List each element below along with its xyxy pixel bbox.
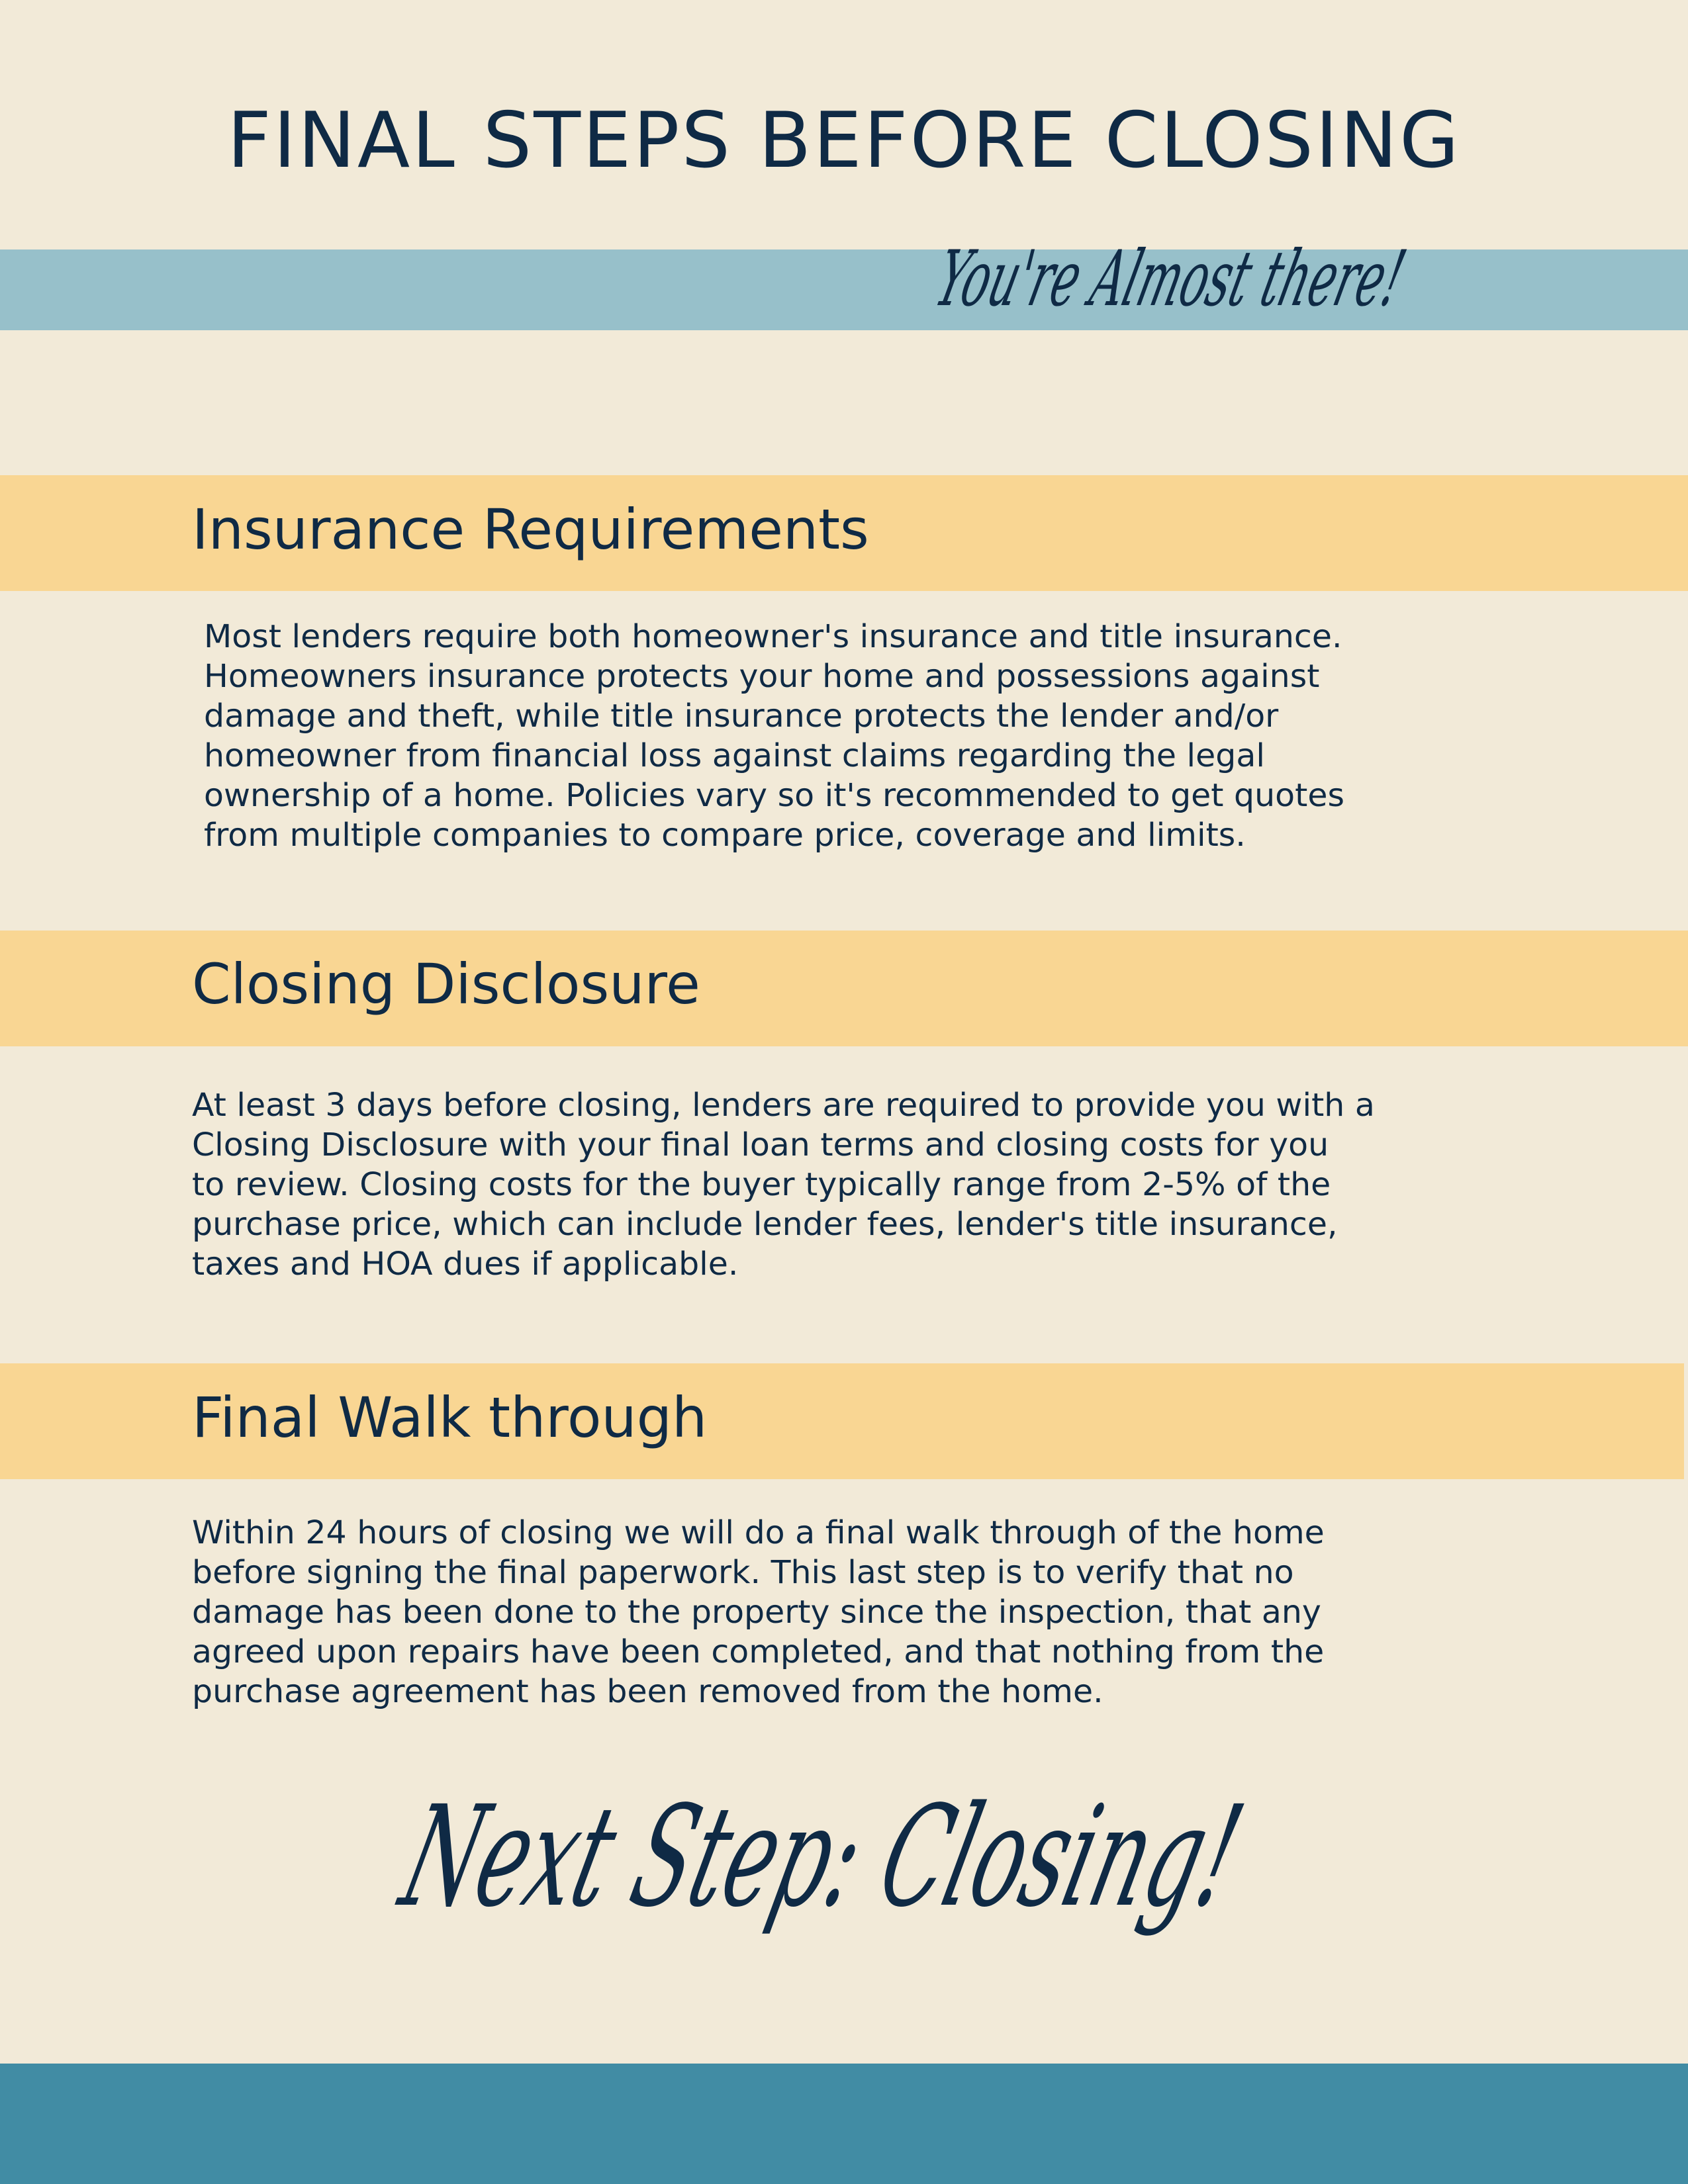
section-heading-walkthrough: Final Walk through <box>192 1385 708 1450</box>
section-body-insurance: Most lenders require both homeowner's insurance and title insurance. Homeowners insurance protects your home and possessions against damage and theft, while title insurance protects the lender and/or homeowner from financial loss against claims regarding the legal ownership of a home. Policies vary so it's recommended to get quotes from multiple companies to compare price, coverage and limits. <box>204 618 1344 854</box>
section-body-closing-disclosure: At least 3 days before closing, lenders are required to provide you with a Closing Disclosure with your final loan terms and closing costs for you to review. Closing costs for the buyer typically range from 2-5% of the purchase price, which can include lender fees, lender's title insurance, taxes and HOA dues if applicable. <box>192 1087 1375 1283</box>
page-title: FINAL STEPS BEFORE CLOSING <box>227 96 1461 185</box>
section-heading-insurance: Insurance Requirements <box>192 497 869 562</box>
tagline-script: You're Almost there! <box>927 234 1414 324</box>
section-heading-closing-disclosure: Closing Disclosure <box>192 952 700 1017</box>
section-body-walkthrough: Within 24 hours of closing we will do a final walk through of the home before signing the final paperwork. This last step is to verify that no damage has been done to the property since the inspection, that any agreed upon repairs have been completed, and that nothing from the purchase agreement has been removed from the home. <box>192 1514 1325 1710</box>
tagline-band <box>0 250 1688 330</box>
footer-band <box>0 2064 1688 2184</box>
next-step-banner: Next Step: Closing! <box>388 1776 1257 1938</box>
